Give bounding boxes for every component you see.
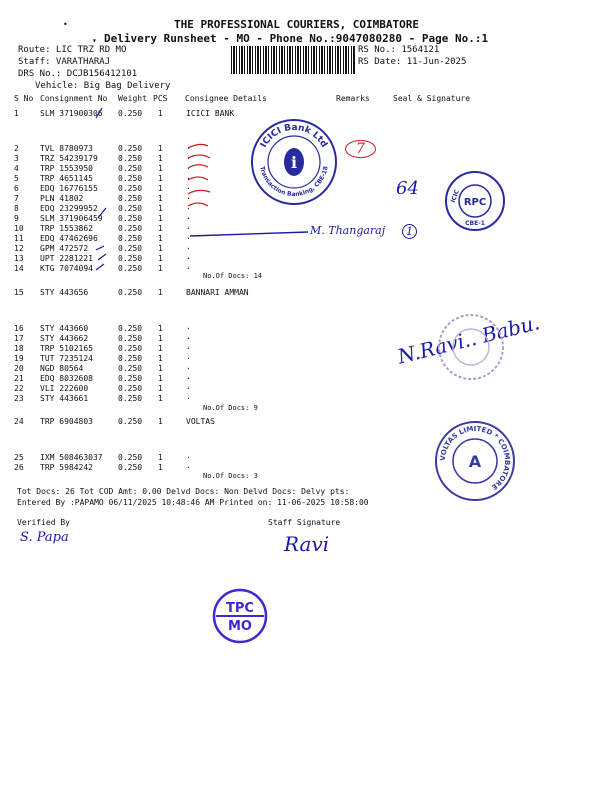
pieces: 1 (158, 234, 163, 243)
consignment-number: VLI 222600 (40, 384, 89, 393)
pieces: 1 (158, 164, 163, 173)
consignment-number: STY 443660 (40, 324, 89, 333)
consignment-number: TRP 1553950 (40, 164, 93, 173)
consignment-number: TRP 1553862 (40, 224, 93, 233)
consignee-dot: . (186, 262, 191, 271)
rpc-stamp (444, 170, 506, 232)
pieces: 1 (158, 184, 163, 193)
icici-bank-stamp (250, 118, 338, 206)
blue-check-marks (92, 104, 116, 274)
pieces: 1 (158, 394, 163, 403)
weight: 0.250 (118, 364, 143, 373)
serial-number: 23 (14, 394, 24, 403)
tpc-stamp-top: TPC (226, 601, 254, 616)
tpc-stamp-bottom: MO (228, 619, 252, 634)
vehicle: Vehicle: Big Bag Delivery (35, 81, 171, 91)
header-dot: • (63, 20, 68, 29)
serial-number: 8 (14, 204, 19, 213)
column-header: S No (14, 94, 34, 103)
serial-number: 2 (14, 144, 19, 153)
consignment-number: TVL 8780973 (40, 144, 93, 153)
serial-number: 6 (14, 184, 19, 193)
entered-by-line: Entered By :PAPAMO 06/11/2025 10:48:46 AM Printed on: 11-06-2025 10:58:00 (17, 498, 369, 507)
serial-number: 25 (14, 453, 24, 462)
column-header: Seal & Signature (393, 94, 471, 103)
column-header: Weight (118, 94, 147, 103)
consignee-dot: . (186, 252, 191, 261)
verifier-handwriting: S. Papa (20, 530, 69, 545)
icici-receiver-number: 1 (402, 224, 417, 239)
serial-number: 16 (14, 324, 24, 333)
consignment-number: TUT 7235124 (40, 354, 93, 363)
faded-bannari-stamp (436, 312, 506, 382)
consignment-number: EDQ 47462696 (40, 234, 98, 243)
consignment-number: STY 443661 (40, 394, 89, 403)
pieces: 1 (158, 354, 163, 363)
serial-number: 10 (14, 224, 24, 233)
serial-number: 17 (14, 334, 24, 343)
pieces: 1 (158, 384, 163, 393)
pieces: 1 (158, 194, 163, 203)
consignment-number: EDQ 8032608 (40, 374, 93, 383)
consignment-number: SLM 371906459 (40, 214, 103, 223)
serial-number: 18 (14, 344, 24, 353)
totals-line: Tot Docs: 26 Tot COD Amt: 0.00 Delvd Docs: Non Delvd Docs: Delvy pts: (17, 487, 350, 496)
serial-number: 9 (14, 214, 19, 223)
rs-number: RS No.: 1564121 (358, 45, 440, 55)
pieces: 1 (158, 463, 163, 472)
serial-number: 12 (14, 244, 24, 253)
consignee-dot: . (186, 392, 191, 401)
column-header: Consignee Details (185, 94, 267, 103)
weight: 0.250 (118, 264, 143, 273)
pieces: 1 (158, 364, 163, 373)
icici-stamp-top-text: ICICI Bank Ltd (259, 122, 329, 150)
serial-number: 19 (14, 354, 24, 363)
weight: 0.250 (118, 204, 143, 213)
pieces: 1 (158, 174, 163, 183)
consignee-dot: . (186, 192, 191, 201)
weight: 0.250 (118, 154, 143, 163)
consignee-dot: . (186, 142, 191, 151)
consignee-dot: . (186, 222, 191, 231)
consignee-dot: . (186, 451, 191, 460)
weight: 0.250 (118, 254, 143, 263)
serial-number: 3 (14, 154, 19, 163)
consignee-dot: . (186, 232, 191, 241)
weight: 0.250 (118, 194, 143, 203)
weight: 0.250 (118, 324, 143, 333)
consignee-dot: . (186, 202, 191, 211)
pieces: 1 (158, 224, 163, 233)
drs-value: DCJB156412101 (66, 69, 138, 79)
serial-number: 11 (14, 234, 24, 243)
runsheet-title: Delivery Runsheet - MO - Phone No.:9047080280 - Page No.:1 (104, 32, 489, 45)
serial-number: 26 (14, 463, 24, 472)
serial-number: 5 (14, 174, 19, 183)
consignee-dot: . (186, 352, 191, 361)
column-header: PCS (153, 94, 168, 103)
consignee-dot: . (186, 332, 191, 341)
serial-number: 22 (14, 384, 24, 393)
voltas-stamp-center: A (468, 452, 482, 471)
consignee-dot: . (186, 461, 191, 470)
weight: 0.250 (118, 234, 143, 243)
weight: 0.250 (118, 394, 143, 403)
consignment-number: GPM 472572 (40, 244, 89, 253)
serial-number: 24 (14, 417, 24, 426)
weight: 0.250 (118, 384, 143, 393)
company-name: THE PROFESSIONAL COURIERS, COIMBATORE (174, 18, 420, 31)
voltas-stamp-ring: VOLTAS LIMITED * COIMBATORE (438, 424, 512, 492)
consignment-number: STY 443662 (40, 334, 89, 343)
consignment-number: UPT 2281221 (40, 254, 93, 263)
pieces: 1 (158, 144, 163, 153)
weight: 0.250 (118, 184, 143, 193)
serial-number: 14 (14, 264, 24, 273)
consignment-number: TRP 5102165 (40, 344, 93, 353)
pieces: 1 (158, 254, 163, 263)
route: Route: LIC TRZ RD MO (18, 45, 127, 55)
consignment-number: TRP 4651145 (40, 174, 93, 183)
consignee-dot: . (186, 382, 191, 391)
pieces: 1 (158, 264, 163, 273)
weight: 0.250 (118, 374, 143, 383)
weight: 0.250 (118, 453, 143, 462)
weight: 0.250 (118, 214, 143, 223)
pieces: 1 (158, 154, 163, 163)
staff-signature-label: Staff Signature (268, 518, 341, 527)
staff: Staff: VARATHARAJ (18, 57, 111, 67)
pieces: 1 (158, 288, 163, 297)
weight: 0.250 (118, 344, 143, 353)
weight: 0.250 (118, 334, 143, 343)
consignment-number: TRZ 54239179 (40, 154, 98, 163)
docs-count: No.Of Docs: 3 (203, 472, 258, 480)
barcode (231, 46, 355, 74)
consignment-number: PLN 41802 (40, 194, 84, 203)
icici-receiver-signature: M. Thangaraj (310, 224, 386, 237)
consignee-dot: . (186, 152, 191, 161)
rpc-stamp-left: ICIC (449, 188, 461, 204)
consignment-number: SLM 371900306 (40, 109, 103, 118)
weight: 0.250 (118, 244, 143, 253)
consignee-name: ICICI BANK (186, 109, 235, 118)
consignment-number: TRP 5984242 (40, 463, 93, 472)
verified-by-label: Verified By (17, 518, 70, 527)
header-arrow: ▾ (92, 36, 97, 45)
consignee-dot: . (186, 182, 191, 191)
weight: 0.250 (118, 288, 143, 297)
consignment-number: KTG 7074094 (40, 264, 93, 273)
serial-number: 20 (14, 364, 24, 373)
svg-text:i: i (290, 153, 298, 172)
pieces: 1 (158, 204, 163, 213)
serial-number: 7 (14, 194, 19, 203)
tpc-mo-stamp (212, 588, 268, 644)
consignment-number: NGD 80564 (40, 364, 84, 373)
circled-count: 7 (345, 140, 376, 158)
docs-count: No.Of Docs: 9 (203, 404, 258, 412)
consignee-dot: . (186, 362, 191, 371)
pieces: 1 (158, 374, 163, 383)
weight: 0.250 (118, 144, 143, 153)
column-header: Consignment No (40, 94, 108, 103)
icici-stamp-bottom-text: Transaction Banking, CBE-18 (258, 165, 330, 199)
weight: 0.250 (118, 463, 143, 472)
consignee-name: VOLTAS (186, 417, 215, 426)
weight: 0.250 (118, 164, 143, 173)
rs-date: RS Date: 11-Jun-2025 (358, 57, 467, 67)
consignment-number: IXM 508463037 (40, 453, 103, 462)
consignee-dot: . (186, 342, 191, 351)
weight: 0.250 (118, 109, 143, 118)
serial-number: 21 (14, 374, 24, 383)
pieces: 1 (158, 417, 163, 426)
serial-number: 1 (14, 109, 19, 118)
consignee-dot: . (186, 162, 191, 171)
weight: 0.250 (118, 417, 143, 426)
pieces: 1 (158, 334, 163, 343)
weight: 0.250 (118, 354, 143, 363)
pieces: 1 (158, 344, 163, 353)
voltas-stamp (434, 420, 516, 502)
staff-signature-handwriting: Ravi (284, 532, 330, 556)
serial-number: 13 (14, 254, 24, 263)
drs-label: DRS No.: (18, 69, 62, 79)
pieces: 1 (158, 324, 163, 333)
consignee-dot: . (186, 212, 191, 221)
count-64: 64 (396, 178, 419, 199)
consignment-number: EDQ 23299952 (40, 204, 98, 213)
consignee-dot: . (186, 322, 191, 331)
pieces: 1 (158, 109, 163, 118)
rpc-stamp-center: RPC (463, 197, 487, 208)
rpc-stamp-bottom: CBE-1 (465, 220, 485, 227)
pieces: 1 (158, 244, 163, 253)
serial-number: 4 (14, 164, 19, 173)
consignee-dot: . (186, 172, 191, 181)
consignee-dot: . (186, 372, 191, 381)
consignment-number: STY 443656 (40, 288, 89, 297)
red-tick-marks (186, 140, 222, 230)
drs-number (18, 69, 137, 79)
bannari-receiver-signature: N.Ravi.. Babu. (395, 310, 543, 369)
pieces: 1 (158, 214, 163, 223)
consignee-name: BANNARI AMMAN (186, 288, 249, 297)
column-header: Remarks (336, 94, 370, 103)
consignee-dot: . (186, 242, 191, 251)
serial-number: 15 (14, 288, 24, 297)
weight: 0.250 (118, 174, 143, 183)
consignment-number: TRP 6904803 (40, 417, 93, 426)
weight: 0.250 (118, 224, 143, 233)
consignment-number: EDQ 16776155 (40, 184, 98, 193)
docs-count: No.Of Docs: 14 (203, 272, 263, 280)
pieces: 1 (158, 453, 163, 462)
